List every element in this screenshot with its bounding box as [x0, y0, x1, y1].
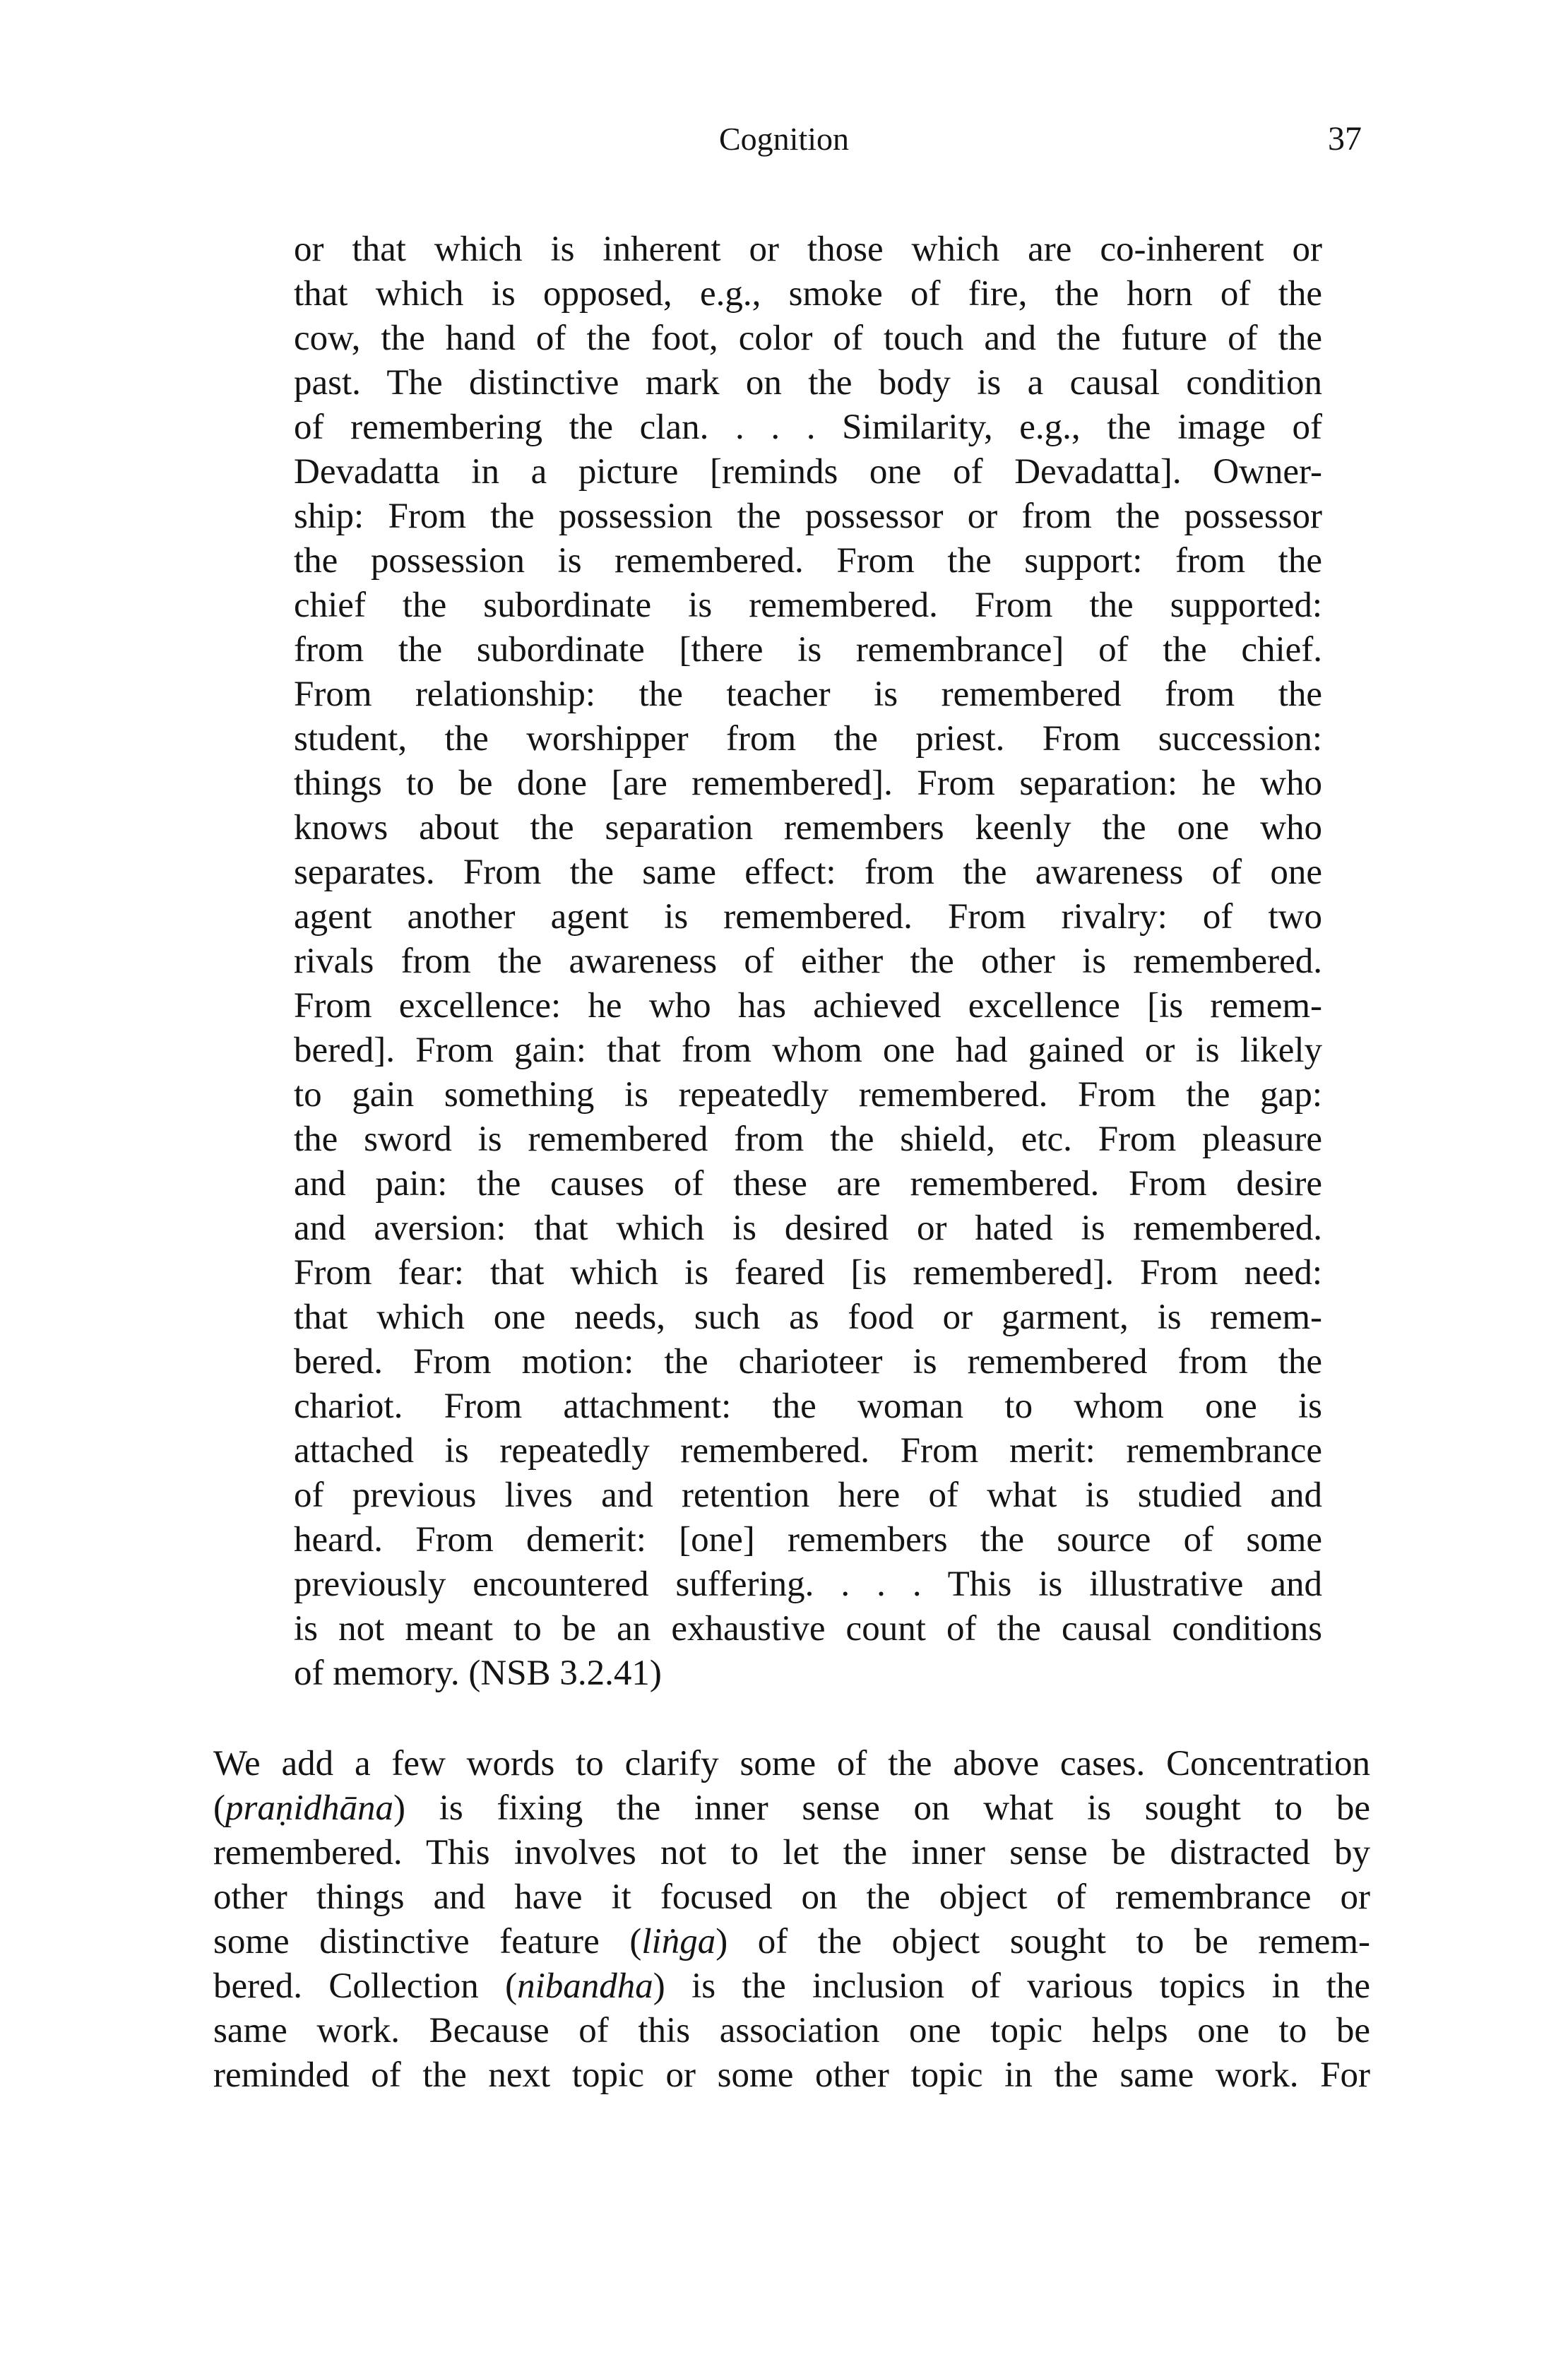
paragraph-line	[213, 2053, 1370, 2098]
quote-line: agent another agent is remembered. From rivalry: of two	[294, 897, 1322, 937]
quote-line: student, the worshipper from the priest. From succession:	[294, 719, 1322, 759]
quote-line: the sword is remembered from the shield, etc. From pleasure	[294, 1120, 1322, 1159]
quote-line: of previous lives and retention here of what is studied and	[294, 1476, 1322, 1515]
running-head	[0, 117, 1568, 161]
quote-line: knows about the separation remembers keenly the one who	[294, 808, 1322, 848]
paragraph-line	[213, 1742, 1370, 1786]
quote-line: or that which is inherent or those which are co-inherent or	[294, 230, 1322, 269]
paragraph-line	[213, 1831, 1370, 1875]
quote-line: of remembering the clan. . . . Similarity, e.g., the image of	[294, 408, 1322, 447]
text-segment: same work. Because of this association one topic helps one to be	[213, 2011, 1370, 2050]
quote-line: separates. From the same effect: from the awareness of one	[294, 853, 1322, 892]
quote-line: cow, the hand of the foot, color of touch and the future of the	[294, 319, 1322, 358]
body-paragraph	[213, 1742, 1370, 2098]
text-segment: remembered. This involves not to let the inner sense be distracted by	[213, 1833, 1370, 1872]
running-head-title: Cognition	[718, 121, 850, 157]
italic-term: nibandha	[517, 1966, 653, 2006]
quote-line: bered]. From gain: that from whom one had gained or is likely	[294, 1031, 1322, 1070]
quote-line: and pain: the causes of these are remembered. From desire	[294, 1164, 1322, 1204]
text-segment: other things and have it focused on the object of remembrance or	[213, 1877, 1370, 1917]
paragraph-line	[213, 1964, 1370, 2009]
text-segment: bered. Collection (	[213, 1966, 518, 2006]
text-segment: reminded of the next topic or some other topic in the same work. For	[213, 2055, 1370, 2095]
quote-line: attached is repeatedly remembered. From merit: remembrance	[294, 1431, 1322, 1471]
quote-line: things to be done [are remembered]. From separation: he who	[294, 764, 1322, 803]
quote-line: heard. From demerit: [one] remembers the source of some	[294, 1520, 1322, 1560]
quote-line: From relationship: the teacher is remembered from the	[294, 675, 1322, 714]
quote-line: from the subordinate [there is remembrance] of the chief.	[294, 630, 1322, 670]
text-segment: some distinctive feature (	[213, 1922, 642, 1961]
quote-line: rivals from the awareness of either the other is remembered.	[294, 942, 1322, 981]
text-segment: (	[213, 1788, 225, 1828]
text-segment: ) of the object sought to be remem-	[715, 1922, 1370, 1961]
quote-line: and aversion: that which is desired or hated is remembered.	[294, 1209, 1322, 1248]
paragraph-line	[213, 2009, 1370, 2053]
quote-line: From fear: that which is feared [is remembered]. From need:	[294, 1253, 1322, 1293]
quote-line: bered. From motion: the charioteer is remembered from the	[294, 1342, 1322, 1382]
quote-line: the possession is remembered. From the support: from the	[294, 541, 1322, 581]
quote-line: that which is opposed, e.g., smoke of fire, the horn of the	[294, 274, 1322, 314]
paragraph-line	[213, 1920, 1370, 1964]
quote-line: to gain something is repeatedly remembered. From the gap:	[294, 1075, 1322, 1115]
paragraph-line	[213, 1875, 1370, 1920]
quote-line: that which one needs, such as food or garment, is remem-	[294, 1298, 1322, 1337]
quote-line: ship: From the possession the possessor or from the possessor	[294, 497, 1322, 536]
page-number: 37	[1328, 120, 1362, 158]
quote-line: Devadatta in a picture [reminds one of Devadatta]. Owner-	[294, 452, 1322, 492]
block-quote	[294, 227, 1322, 1696]
paragraph-line	[213, 1786, 1370, 1831]
text-segment: ) is the inclusion of various topics in the	[653, 1966, 1370, 2006]
quote-line: From excellence: he who has achieved excellence [is remem-	[294, 986, 1322, 1026]
quote-line: previously encountered suffering. . . . This is illustrative and	[294, 1565, 1322, 1604]
italic-term: liṅga	[641, 1922, 716, 1961]
quote-line: chariot. From attachment: the woman to whom one is	[294, 1387, 1322, 1426]
quote-line: chief the subordinate is remembered. From the supported:	[294, 586, 1322, 625]
quote-line: is not meant to be an exhaustive count of the causal conditions	[294, 1609, 1322, 1649]
quote-line: of memory. (NSB 3.2.41)	[294, 1654, 662, 1693]
text-segment: We add a few words to clarify some of the above cases. Concentration	[213, 1744, 1370, 1783]
italic-term: praṇidhāna	[225, 1788, 394, 1828]
text-segment: ) is fixing the inner sense on what is sought to be	[393, 1788, 1370, 1828]
quote-line: past. The distinctive mark on the body is a causal condition	[294, 363, 1322, 403]
